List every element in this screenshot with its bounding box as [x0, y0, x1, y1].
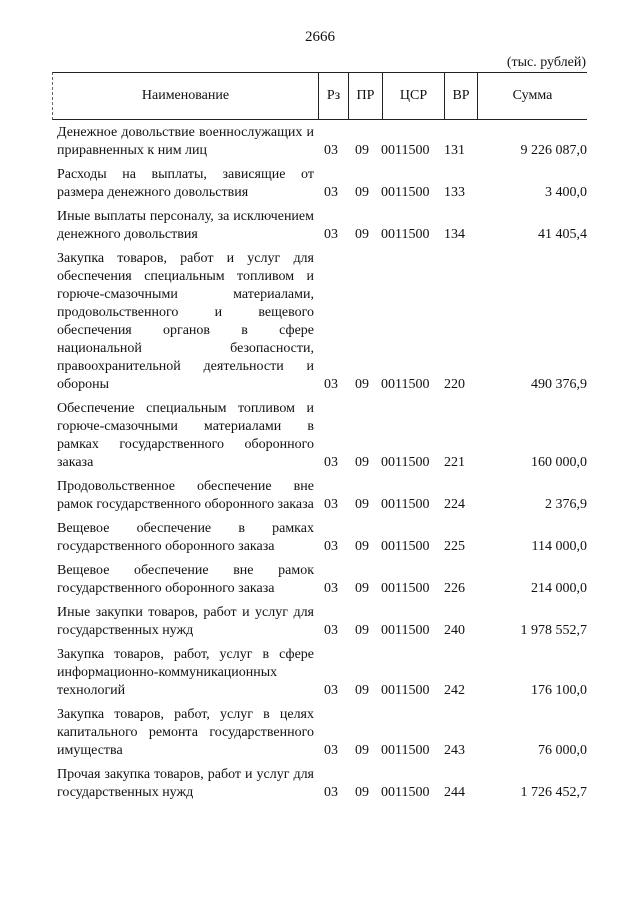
row-pr: 09: [355, 185, 369, 200]
row-vr: 243: [444, 743, 465, 758]
table-body: [57, 124, 587, 808]
header-csr: ЦСР: [383, 73, 445, 119]
row-csr: 0011500: [381, 185, 430, 200]
row-vr: 131: [444, 143, 465, 158]
row-rz: 03: [324, 743, 338, 758]
row-csr: 0011500: [381, 455, 430, 470]
row-name: Закупка товаров, работ, услуг в целях капитального ремонта государственного имущества: [57, 707, 314, 758]
header-name: Наименование: [53, 73, 319, 119]
header-rz: Рз: [319, 73, 349, 119]
row-sum: 76 000,0: [538, 743, 587, 758]
row-name: Расходы на выплаты, зависящие от размера денежного довольствия: [57, 167, 314, 200]
row-vr: 133: [444, 185, 465, 200]
row-sum: 160 000,0: [531, 455, 587, 470]
row-pr: 09: [355, 683, 369, 698]
row-csr: 0011500: [381, 143, 430, 158]
row-vr: 225: [444, 539, 465, 554]
table-row: [57, 706, 587, 760]
table-row: [57, 400, 587, 472]
row-pr: 09: [355, 455, 369, 470]
row-rz: 03: [324, 455, 338, 470]
row-vr: 226: [444, 581, 465, 596]
row-csr: 0011500: [381, 683, 430, 698]
table-row: [57, 646, 587, 700]
row-pr: 09: [355, 227, 369, 242]
row-pr: 09: [355, 743, 369, 758]
row-pr: 09: [355, 581, 369, 596]
row-sum: 41 405,4: [538, 227, 587, 242]
row-rz: 03: [324, 785, 338, 800]
row-rz: 03: [324, 377, 338, 392]
table-row: [57, 604, 587, 640]
table-row: [57, 478, 587, 514]
row-vr: 221: [444, 455, 465, 470]
row-csr: 0011500: [381, 539, 430, 554]
row-sum: 490 376,9: [531, 377, 587, 392]
row-rz: 03: [324, 581, 338, 596]
row-sum: 176 100,0: [531, 683, 587, 698]
row-vr: 224: [444, 497, 465, 512]
row-csr: 0011500: [381, 227, 430, 242]
table-header: [52, 72, 587, 120]
row-name: Обеспечение специальным топливом и горюче-смазочными материалами в рамках государственного оборонного заказа: [57, 401, 314, 470]
row-csr: 0011500: [381, 377, 430, 392]
row-name: Денежное довольствие военнослужащих и приравненных к ним лиц: [57, 125, 314, 158]
header-pr: ПР: [349, 73, 383, 119]
row-vr: 240: [444, 623, 465, 638]
table-row: [57, 520, 587, 556]
row-rz: 03: [324, 143, 338, 158]
table-row: [57, 208, 587, 244]
row-rz: 03: [324, 683, 338, 698]
row-pr: 09: [355, 785, 369, 800]
row-vr: 244: [444, 785, 465, 800]
table-row: [57, 562, 587, 598]
row-pr: 09: [355, 143, 369, 158]
row-sum: 2 376,9: [545, 497, 587, 512]
row-rz: 03: [324, 227, 338, 242]
row-rz: 03: [324, 623, 338, 638]
row-csr: 0011500: [381, 581, 430, 596]
row-csr: 0011500: [381, 497, 430, 512]
row-sum: 214 000,0: [531, 581, 587, 596]
row-pr: 09: [355, 377, 369, 392]
row-sum: 114 000,0: [531, 539, 587, 554]
row-name: Вещевое обеспечение в рамках государственного оборонного заказа: [57, 521, 314, 554]
row-name: Иные закупки товаров, работ и услуг для государственных нужд: [57, 605, 314, 638]
table-row: [57, 766, 587, 802]
row-name: Вещевое обеспечение вне рамок государственного оборонного заказа: [57, 563, 314, 596]
row-sum: 3 400,0: [545, 185, 587, 200]
table-row: [57, 250, 587, 394]
row-csr: 0011500: [381, 743, 430, 758]
table-row: [57, 124, 587, 160]
row-pr: 09: [355, 623, 369, 638]
row-pr: 09: [355, 497, 369, 512]
row-rz: 03: [324, 185, 338, 200]
header-vr: ВР: [445, 73, 478, 119]
row-sum: 1 978 552,7: [520, 623, 587, 638]
row-name: Прочая закупка товаров, работ и услуг для государственных нужд: [57, 767, 314, 800]
page-number: 2666: [305, 29, 335, 45]
row-vr: 220: [444, 377, 465, 392]
row-pr: 09: [355, 539, 369, 554]
row-name: Закупка товаров, работ и услуг для обеспечения специальным топливом и горюче-смазочными материалами, продовольственного и вещевого обеспечения органов в сфере национальной безопасности, правоохранительной деятельности и обороны: [57, 251, 314, 392]
row-name: Иные выплаты персоналу, за исключением денежного довольствия: [57, 209, 314, 242]
table-row: [57, 166, 587, 202]
row-csr: 0011500: [381, 785, 430, 800]
row-sum: 1 726 452,7: [520, 785, 587, 800]
row-sum: 9 226 087,0: [520, 143, 587, 158]
row-name: Закупка товаров, работ, услуг в сфере информационно-коммуникационных технологий: [57, 647, 314, 698]
row-rz: 03: [324, 539, 338, 554]
row-rz: 03: [324, 497, 338, 512]
row-name: Продовольственное обеспечение вне рамок государственного оборонного заказа: [57, 479, 314, 512]
units-label: (тыс. рублей): [506, 55, 586, 70]
row-vr: 134: [444, 227, 465, 242]
row-csr: 0011500: [381, 623, 430, 638]
row-vr: 242: [444, 683, 465, 698]
header-sum: Сумма: [512, 88, 553, 103]
